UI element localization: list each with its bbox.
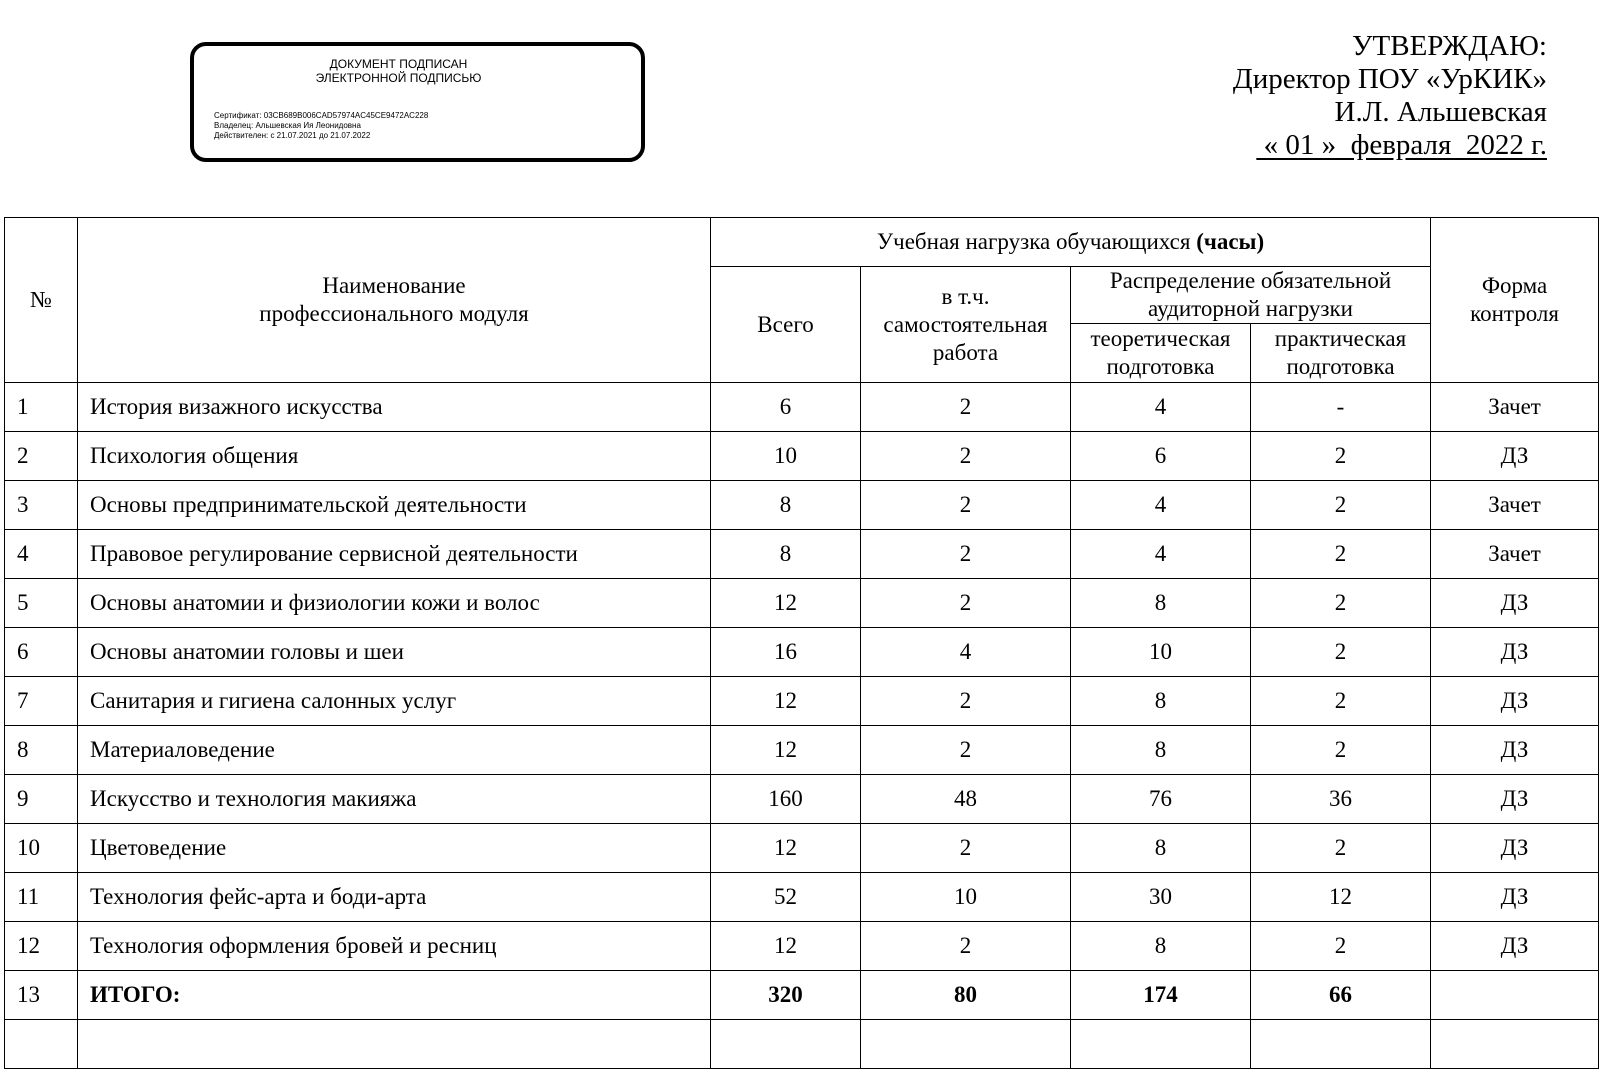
hours-practice: 12 [1251,873,1431,922]
control-form: Зачет [1431,530,1599,579]
stamp-details [214,111,428,141]
row-number: 9 [5,775,78,824]
hours-total: 12 [711,579,861,628]
hours-practice: 2 [1251,922,1431,971]
module-name: Материаловедение [78,726,711,775]
row-number: 4 [5,530,78,579]
table-row [5,628,1599,677]
module-name: История визажного искусства [78,383,711,432]
table-row [5,873,1599,922]
table-row [5,677,1599,726]
row-number: 2 [5,432,78,481]
row-number: 10 [5,824,78,873]
approval-date: « 01 » февраля 2022 г. [1256,129,1547,161]
header-number: № [5,218,78,383]
module-name: Цветоведение [78,824,711,873]
hours-self-study: 2 [861,579,1071,628]
table-row [5,530,1599,579]
curriculum-table [4,217,1599,1069]
control-form: ДЗ [1431,873,1599,922]
stamp-title [156,57,641,85]
row-number: 7 [5,677,78,726]
hours-total: 160 [711,775,861,824]
hours-practice: 36 [1251,775,1431,824]
control-form: ДЗ [1431,677,1599,726]
hours-total: 8 [711,481,861,530]
hours-practice: 2 [1251,432,1431,481]
approval-heading: УТВЕРЖДАЮ: [1352,30,1547,62]
hours-practice: 2 [1251,677,1431,726]
hours-total: 12 [711,824,861,873]
hours-practice: 2 [1251,628,1431,677]
hours-theory: 76 [1071,775,1251,824]
hours-self-study: 4 [861,628,1071,677]
table-row [5,481,1599,530]
hours-total: 8 [711,530,861,579]
table-row [5,432,1599,481]
empty-cell [5,1020,78,1069]
total-self-study: 80 [861,971,1071,1020]
hours-practice: 2 [1251,726,1431,775]
header-self-study: в т.ч. самостоятельная работа [861,267,1071,383]
row-number: 8 [5,726,78,775]
module-name: Искусство и технология макияжа [78,775,711,824]
hours-self-study: 10 [861,873,1071,922]
hours-theory: 6 [1071,432,1251,481]
module-name: Санитария и гигиена салонных услуг [78,677,711,726]
total-theory: 174 [1071,971,1251,1020]
row-number: 5 [5,579,78,628]
stamp-certificate: Сертификат: 03CB689B006CAD57974AC45CE9472AC228 [214,111,429,120]
control-form: Зачет [1431,481,1599,530]
hours-self-study: 48 [861,775,1071,824]
control-form: ДЗ [1431,432,1599,481]
hours-theory: 4 [1071,383,1251,432]
module-name: Технология оформления бровей и ресниц [78,922,711,971]
control-form: ДЗ [1431,922,1599,971]
hours-theory: 8 [1071,726,1251,775]
hours-self-study: 2 [861,726,1071,775]
total-control-form [1431,971,1599,1020]
table-row [5,922,1599,971]
header-study-load: Учебная нагрузка обучающихся (часы) [711,218,1431,267]
hours-practice: 2 [1251,579,1431,628]
total-practice: 66 [1251,971,1431,1020]
hours-theory: 4 [1071,530,1251,579]
header-control-form: Форма контроля [1431,218,1599,383]
electronic-signature-stamp [190,42,645,162]
hours-self-study: 2 [861,824,1071,873]
module-name: Психология общения [78,432,711,481]
control-form: Зачет [1431,383,1599,432]
row-number: 12 [5,922,78,971]
approval-position: Директор ПОУ «УрКИК» [1232,63,1547,95]
module-name: Технология фейс-арта и боди-арта [78,873,711,922]
hours-theory: 8 [1071,677,1251,726]
hours-total: 12 [711,677,861,726]
hours-self-study: 2 [861,481,1071,530]
row-number: 3 [5,481,78,530]
control-form: ДЗ [1431,628,1599,677]
hours-total: 52 [711,873,861,922]
hours-theory: 8 [1071,579,1251,628]
table-row [5,775,1599,824]
stamp-owner: Владелец: Альшевская Ия Леонидовна [214,121,361,130]
hours-self-study: 2 [861,432,1071,481]
hours-theory: 10 [1071,628,1251,677]
module-name: Основы анатомии головы и шеи [78,628,711,677]
hours-practice: 2 [1251,530,1431,579]
hours-self-study: 2 [861,530,1071,579]
module-name: Правовое регулирование сервисной деятельности [78,530,711,579]
stamp-title-line2: ЭЛЕКТРОННОЙ ПОДПИСЬЮ [315,71,482,85]
hours-total: 12 [711,922,861,971]
hours-theory: 8 [1071,824,1251,873]
table-row [5,824,1599,873]
table-row [5,726,1599,775]
header-theory: теоретическая подготовка [1071,324,1251,383]
empty-cell [1431,1020,1599,1069]
hours-theory: 30 [1071,873,1251,922]
hours-self-study: 2 [861,383,1071,432]
header-distribution: Распределение обязательной аудиторной нагрузки [1071,267,1431,324]
row-number: 1 [5,383,78,432]
hours-practice: - [1251,383,1431,432]
hours-self-study: 2 [861,677,1071,726]
row-number: 6 [5,628,78,677]
control-form: ДЗ [1431,726,1599,775]
header-module-name: Наименование профессионального модуля [78,218,711,383]
empty-cell [78,1020,711,1069]
approval-signatory: И.Л. Альшевская [1334,96,1547,128]
table-row [5,579,1599,628]
hours-total: 10 [711,432,861,481]
empty-cell [861,1020,1071,1069]
approval-block [1233,30,1547,162]
total-label: ИТОГО: [78,971,711,1020]
header-total: Всего [711,267,861,383]
module-name: Основы анатомии и физиологии кожи и волос [78,579,711,628]
stamp-title-line1: ДОКУМЕНТ ПОДПИСАН [329,57,468,71]
hours-self-study: 2 [861,922,1071,971]
empty-cell [1071,1020,1251,1069]
hours-practice: 2 [1251,481,1431,530]
row-number: 11 [5,873,78,922]
hours-theory: 4 [1071,481,1251,530]
control-form: ДЗ [1431,579,1599,628]
empty-cell [1251,1020,1431,1069]
header-practice: практическая подготовка [1251,324,1431,383]
row-number: 13 [5,971,78,1020]
hours-practice: 2 [1251,824,1431,873]
total-row [5,971,1599,1020]
total-hours: 320 [711,971,861,1020]
empty-cell [711,1020,861,1069]
empty-row [5,1020,1599,1069]
stamp-validity: Действителен: с 21.07.2021 до 21.07.2022 [214,131,371,140]
hours-theory: 8 [1071,922,1251,971]
hours-total: 16 [711,628,861,677]
module-name: Основы предпринимательской деятельности [78,481,711,530]
hours-total: 6 [711,383,861,432]
hours-total: 12 [711,726,861,775]
table-row [5,383,1599,432]
control-form: ДЗ [1431,775,1599,824]
control-form: ДЗ [1431,824,1599,873]
